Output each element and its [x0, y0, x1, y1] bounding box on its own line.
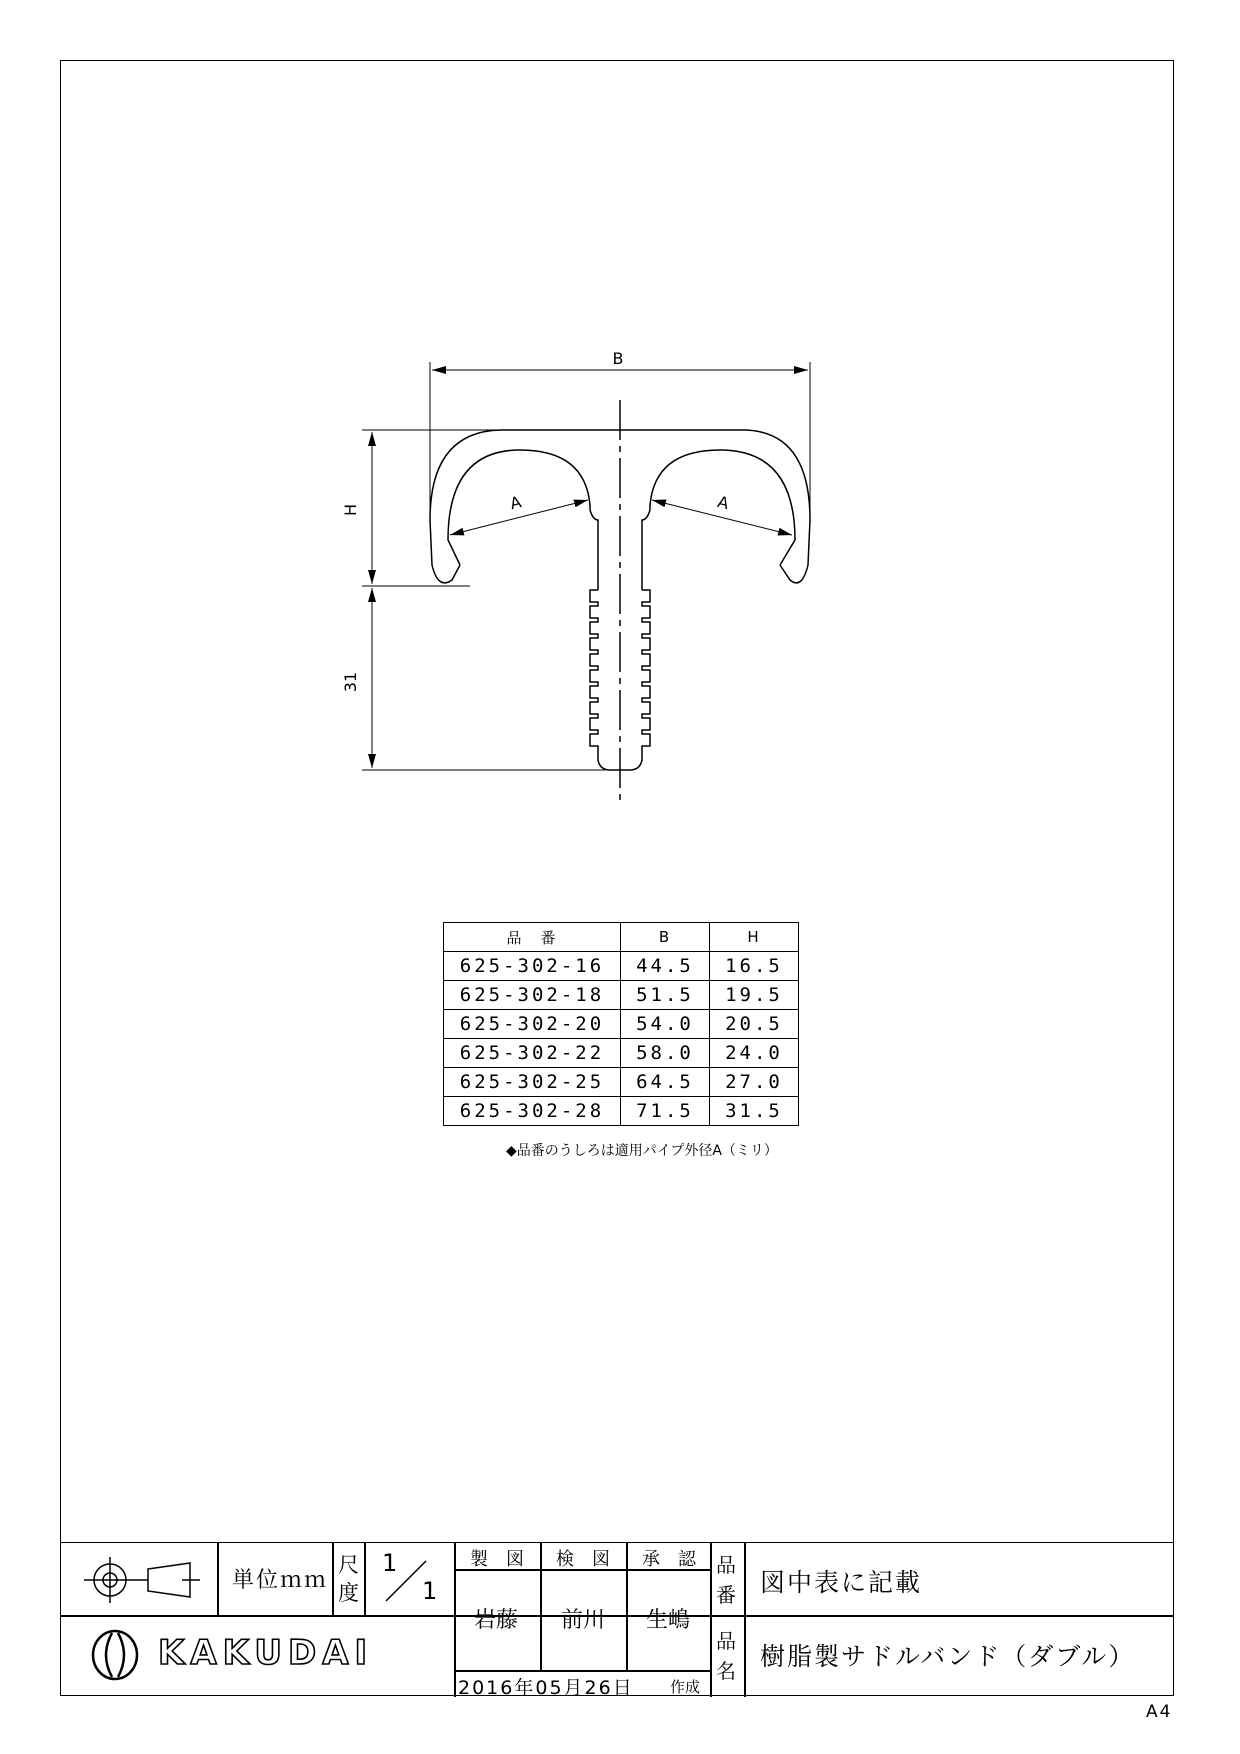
table-row [444, 1010, 799, 1039]
spec-table [443, 922, 799, 1126]
checked-label: 検 図 [556, 1549, 610, 1570]
table-note: ◆品番のうしろは適用パイプ外径A（ミリ） [506, 1143, 778, 1159]
cell-b: 51.5 [621, 981, 710, 1010]
right-band-outer [745, 430, 810, 583]
part-name-label-2: 名 [716, 1659, 736, 1683]
scale-label-1: 尺 [338, 1553, 359, 1577]
cell-h: 20.5 [710, 1010, 799, 1039]
part-no-label-1: 品 [716, 1553, 736, 1577]
left-serrations [590, 590, 610, 770]
cell-part-no: 625-302-18 [444, 981, 621, 1010]
drawn-by: 岩藤 [474, 1608, 519, 1633]
dim-label-31: 31 [341, 671, 360, 693]
left-band-outer [430, 430, 500, 583]
title-block [60, 1542, 1174, 1699]
dim-label-b: B [612, 349, 624, 368]
sheet-size: A4 [1146, 1702, 1173, 1722]
cell-part-no: 625-302-16 [444, 952, 621, 981]
drawn-label: 製 図 [470, 1549, 524, 1570]
right-serrations [610, 590, 650, 770]
cell-h: 27.0 [710, 1068, 799, 1097]
cell-b: 64.5 [621, 1068, 710, 1097]
unit-label: 単位ｍｍ [232, 1568, 329, 1593]
cell-h: 24.0 [710, 1039, 799, 1068]
table-row [444, 1039, 799, 1068]
part-no-value: 図中表に記載 [760, 1568, 923, 1597]
cell-h: 19.5 [710, 981, 799, 1010]
checked-by: 前川 [561, 1608, 606, 1633]
cell-part-no: 625-302-25 [444, 1068, 621, 1097]
table-row [444, 952, 799, 981]
table-header-row [444, 923, 799, 952]
created-date: 2016年05月26日 [458, 1677, 634, 1699]
column-header-part-no: 品 番 [444, 923, 621, 952]
cell-b: 58.0 [621, 1039, 710, 1068]
cell-part-no: 625-302-22 [444, 1039, 621, 1068]
scale-denominator: 1 [422, 1577, 438, 1605]
dim-label-h: H [341, 503, 360, 517]
part-no-label-2: 番 [716, 1583, 736, 1607]
cell-part-no: 625-302-20 [444, 1010, 621, 1039]
part-name-label-1: 品 [716, 1629, 736, 1653]
table-row [444, 1097, 799, 1126]
kakudai-logo [90, 1629, 140, 1681]
third-angle-projection-icon [82, 1557, 202, 1603]
table-row [444, 981, 799, 1010]
cell-b: 44.5 [621, 952, 710, 981]
approved-by: 生嶋 [646, 1608, 691, 1633]
scale-label-2: 度 [338, 1581, 359, 1605]
cell-h: 16.5 [710, 952, 799, 981]
part-name-value: 樹脂製サドルバンド（ダブル） [760, 1642, 1136, 1671]
scale-numerator: 1 [382, 1549, 398, 1577]
dim-label-a-left: A [508, 492, 524, 514]
company-name: KAKUDAI [158, 1633, 374, 1673]
column-header-b: B [621, 923, 710, 952]
cell-part-no: 625-302-28 [444, 1097, 621, 1126]
cell-b: 71.5 [621, 1097, 710, 1126]
cell-b: 54.0 [621, 1010, 710, 1039]
table-row [444, 1068, 799, 1097]
approved-label: 承 認 [642, 1549, 696, 1570]
cell-h: 31.5 [710, 1097, 799, 1126]
column-header-h: H [710, 923, 799, 952]
dim-label-a-right: A [715, 492, 731, 514]
created-label: 作成 [670, 1678, 701, 1696]
